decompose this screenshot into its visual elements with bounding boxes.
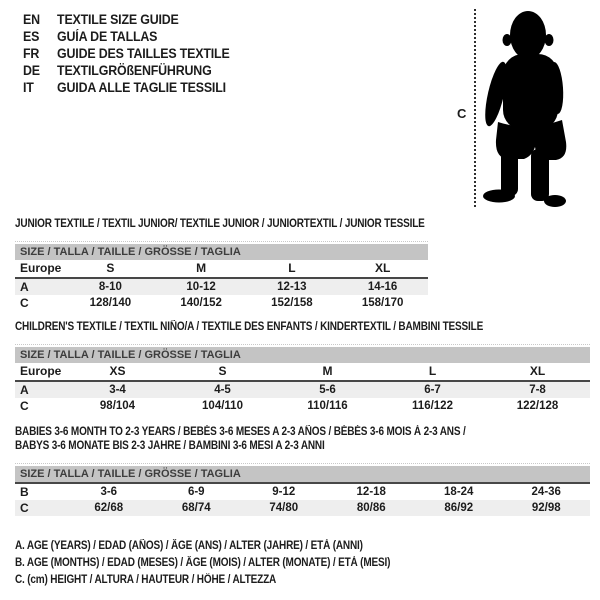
table-cell: 6-9 — [187, 486, 205, 498]
table-cell: 9-12 — [272, 486, 296, 498]
table-cell: 8-10 — [98, 281, 122, 293]
row-label: A — [20, 280, 29, 294]
legend-line: C. (cm) HEIGHT / ALTURA / HAUTEUR / HÖHE / ALTEZZA — [15, 574, 277, 586]
table-cell: S — [106, 261, 115, 275]
table-cell: 140/152 — [180, 297, 222, 309]
size-header-text: SIZE / TALLA / TAILLE / GRÖSSE / TAGLIA — [20, 246, 241, 258]
size-header-bar — [15, 347, 590, 363]
table-body — [15, 484, 590, 516]
size-table — [15, 344, 590, 414]
language-title-block — [23, 11, 248, 96]
table-cell: L — [288, 261, 296, 275]
row-label: B — [20, 485, 29, 499]
size-header-text: SIZE / TALLA / TAILLE / GRÖSSE / TAGLIA — [20, 349, 241, 361]
language-title: GUIDE DES TAILLES TEXTILE — [57, 46, 230, 61]
language-code: ES — [23, 29, 40, 44]
table-cell: 152/158 — [271, 297, 313, 309]
table-title — [15, 425, 590, 453]
table-title-line: CHILDREN'S TEXTILE / TEXTIL NIÑO/A / TEXTILE DES ENFANTS / KINDERTEXTIL / BAMBINI TESSILE — [15, 321, 484, 333]
table-cell: 128/140 — [89, 297, 132, 309]
table-cell: 5-6 — [319, 384, 336, 396]
row-label: Europe — [20, 261, 62, 275]
table-cell: 74/80 — [269, 502, 299, 514]
size-header-text: SIZE / TALLA / TAILLE / GRÖSSE / TAGLIA — [20, 468, 241, 480]
size-table-junior — [15, 217, 428, 311]
table-cell: 14-16 — [367, 281, 398, 293]
table-cell: 98/104 — [99, 400, 136, 412]
table-cell: 104/110 — [202, 400, 243, 412]
size-table — [15, 241, 428, 311]
table-cell: XS — [109, 364, 126, 378]
table-title-line: BABIES 3-6 MONTH TO 2-3 YEARS / BEBÉS 3-6 MESES A 2-3 AÑOS / BÉBÉS 3-6 MOIS À 2-3 ANS / — [15, 426, 466, 438]
table-title-line: JUNIOR TEXTILE / TEXTIL JUNIOR/ TEXTILE JUNIOR / JUNIORTEXTIL / JUNIOR TESSILE — [15, 218, 425, 230]
size-table-babies — [15, 425, 590, 516]
table-body — [15, 260, 428, 311]
language-title: TEXTILE SIZE GUIDE — [57, 12, 179, 27]
row-label: C — [20, 501, 29, 515]
table-cell: XL — [529, 364, 546, 378]
language-code: FR — [23, 46, 40, 61]
table-cell: 92/98 — [531, 502, 561, 514]
size-header-bar — [15, 244, 428, 260]
row-label: Europe — [20, 364, 62, 378]
table-cell: 122/128 — [516, 400, 559, 412]
table-cell: 7-8 — [529, 384, 546, 396]
baby-silhouette-image — [480, 8, 570, 208]
table-row — [15, 500, 590, 516]
table-row — [15, 295, 428, 311]
table-cell: 12-13 — [277, 281, 307, 293]
table-cell: 110/116 — [307, 400, 348, 412]
table-row — [15, 398, 590, 414]
table-cell: XL — [374, 261, 391, 275]
height-measure-dotted-line — [474, 9, 476, 207]
language-code: EN — [23, 12, 40, 27]
language-row — [23, 28, 230, 45]
language-title: GUÍA DE TALLAS — [57, 29, 158, 44]
language-row — [23, 79, 230, 96]
table-body — [15, 363, 590, 414]
table-title — [15, 217, 428, 231]
row-label: C — [20, 399, 29, 413]
row-label: A — [20, 383, 29, 397]
table-row — [15, 382, 590, 398]
measure-c-label: C — [457, 106, 467, 121]
table-cell: 3-4 — [109, 384, 126, 396]
table-cell: 80/86 — [356, 502, 386, 514]
table-cell: 24-36 — [531, 486, 561, 498]
size-table — [15, 463, 590, 516]
legend-line: A. AGE (YEARS) / EDAD (AÑOS) / ÂGE (ANS) / ALTER (JAHRE) / ETÀ (ANNI) — [15, 540, 363, 552]
table-row — [15, 363, 590, 382]
table-cell: 18-24 — [444, 486, 474, 498]
size-header-bar — [15, 466, 590, 484]
language-title: TEXTILGRÖßENFÜHRUNG — [57, 63, 212, 78]
table-cell: 4-5 — [214, 384, 231, 396]
table-cell: 3-6 — [100, 486, 118, 498]
table-cell: 62/68 — [94, 502, 124, 514]
language-title: GUIDA ALLE TAGLIE TESSILI — [57, 80, 226, 95]
table-cell: 68/74 — [181, 502, 211, 514]
table-cell: M — [322, 364, 333, 378]
language-code: IT — [23, 80, 34, 95]
table-cell: S — [218, 364, 227, 378]
table-cell: 116/122 — [412, 400, 453, 412]
table-title-line: BABYS 3-6 MONATE BIS 2-3 JAHRE / BAMBINI 3-6 MESI A 2-3 ANNI — [15, 440, 325, 452]
language-code: DE — [23, 63, 40, 78]
size-table-children — [15, 320, 590, 414]
language-row — [23, 45, 230, 62]
table-cell: L — [428, 364, 437, 378]
table-title — [15, 320, 590, 334]
table-row — [15, 484, 590, 500]
measurement-legend — [15, 538, 446, 589]
legend-line: B. AGE (MONTHS) / EDAD (MESES) / ÂGE (MOIS) / ALTER (MONATE) / ETÀ (MESI) — [15, 557, 391, 569]
table-cell: 10-12 — [186, 281, 216, 293]
language-row — [23, 11, 230, 28]
table-cell: 12-18 — [356, 486, 386, 498]
row-label: C — [20, 296, 29, 310]
table-cell: 6-7 — [424, 384, 441, 396]
table-row — [15, 260, 428, 279]
language-row — [23, 62, 230, 79]
table-row — [15, 279, 428, 295]
table-cell: 158/170 — [361, 297, 404, 309]
table-cell: 86/92 — [444, 502, 474, 514]
table-cell: M — [196, 261, 207, 275]
